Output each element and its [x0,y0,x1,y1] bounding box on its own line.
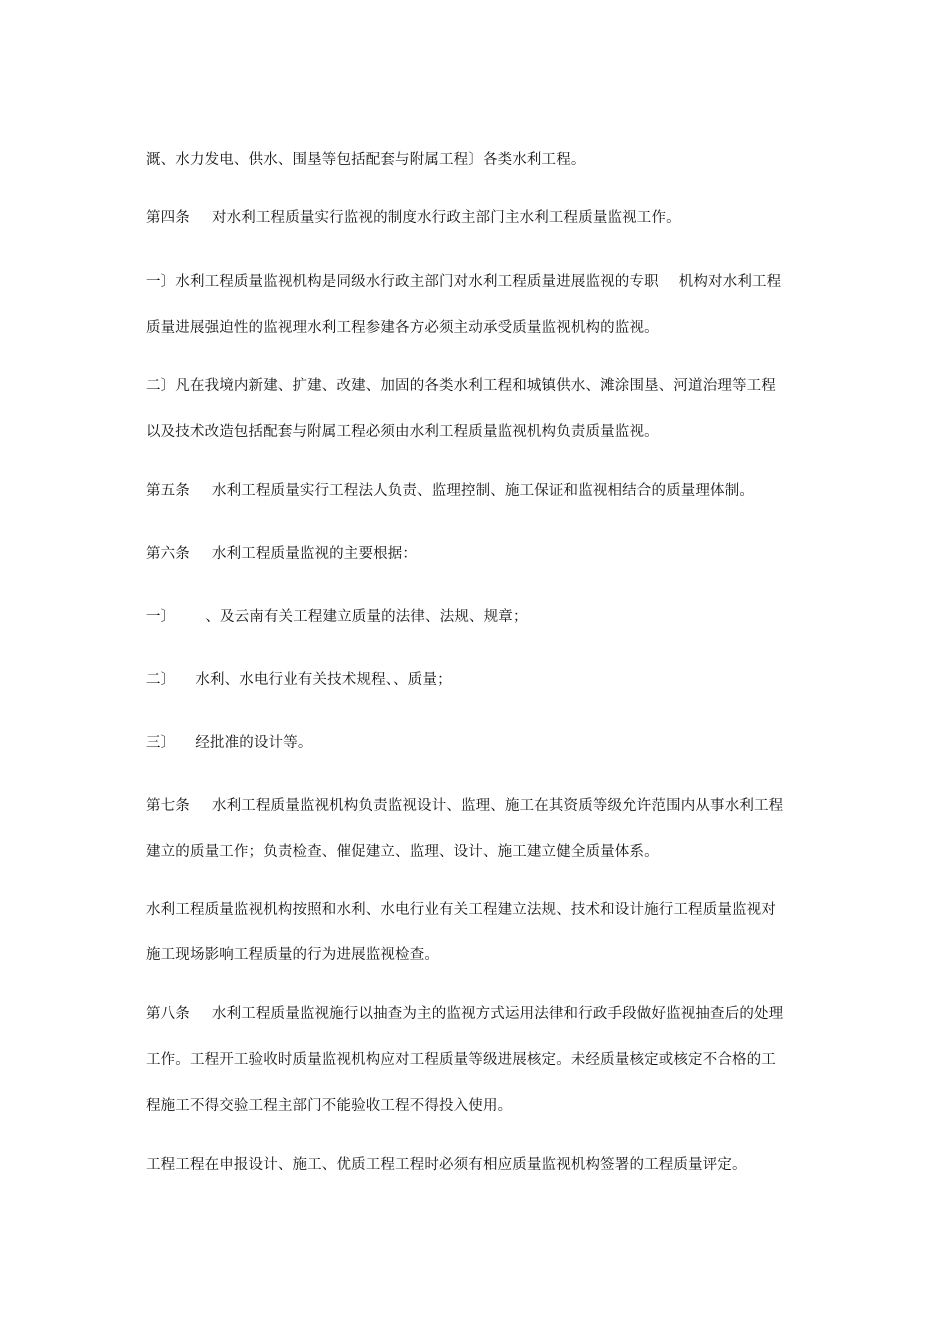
article-text: 水利工程质量监视的主要根据： [211,546,418,562]
clause-text: 经批准的设计等。 [195,735,313,751]
line-text: 二〕凡在我境内新建、扩建、改建、加固的各类水利工程和城镇供水、滩涂围垦、河道治理等工程 [146,378,776,394]
article-label: 第五条 [146,483,190,499]
text-line [146,900,776,920]
line-text: 水利工程质量监视机构按照和水利、水电行业有关工程建立法规、技术和设计施行工程质量监视对 [146,902,776,918]
line-text: 溉、水力发电、供水、围垦等包括配套与附属工程〕各类水利工程。 [146,152,586,168]
clause-number: 三〕 [146,735,176,751]
clause-text: 、及云南有关工程建立质量的法律、法规、规章； [205,609,528,625]
line-text: 工作。工程开工验收时质量监视机构应对工程质量等级进展核定。未经质量核定或核定不合格的工 [146,1052,776,1068]
text-line [146,1096,512,1116]
clause-4-1 [146,272,781,292]
clause-6-2 [146,670,452,690]
text-line [146,318,659,338]
clause-text: 一〕水利工程质量监视机构是同级水行政主部门对水利工程质量进展监视的专职 [146,274,659,290]
article-label: 第四条 [146,210,190,226]
article-label: 第七条 [146,798,190,814]
line-text: 以及技术改造包括配套与附属工程必须由水利工程质量监视机构负责质量监视。 [146,424,659,440]
clause-6-3 [146,733,313,753]
article-text: 水利工程质量实行工程法人负责、监理控制、施工保证和监视相结合的质量理体制。 [211,483,754,499]
line-text: 质量进展强迫性的监视理水利工程参建各方必须主动承受质量监视机构的监视。 [146,320,659,336]
text-line [146,945,439,965]
article-text: 对水利工程质量实行监视的制度水行政主部门主水利工程质量监视工作。 [211,210,681,226]
article-label: 第八条 [146,1006,190,1022]
clause-text-cont: 机构对水利工程 [678,274,782,290]
article-7 [146,796,783,816]
article-text: 水利工程质量监视施行以抽查为主的监视方式运用法律和行政手段做好监视抽查后的处理 [211,1006,784,1022]
line-text: 施工现场影响工程质量的行为进展监视检查。 [146,947,439,963]
clause-text: 水利、水电行业有关技术规程、、质量； [195,672,452,688]
article-label: 第六条 [146,546,190,562]
line-text: 程施工不得交验工程主部门不能验收工程不得投入使用。 [146,1098,513,1114]
article-8 [146,1004,783,1024]
article-4 [146,208,681,228]
text-line [146,150,586,170]
clause-4-2 [146,376,776,396]
text-line [146,422,659,442]
clause-6-1 [146,607,528,627]
text-line [146,1155,747,1175]
clause-number: 二〕 [146,672,176,688]
article-5 [146,481,754,501]
clause-number: 一〕 [146,609,176,625]
line-text: 工程工程在申报设计、施工、优质工程工程时必须有相应质量监视机构签署的工程质量评定。 [146,1157,747,1173]
text-line [146,1050,776,1070]
article-6 [146,544,417,564]
text-line [146,842,659,862]
line-text: 建立的质量工作；负责检查、催促建立、监理、设计、施工建立健全质量体系。 [146,844,659,860]
article-text: 水利工程质量监视机构负责监视设计、监理、施工在其资质等级允许范围内从事水利工程 [211,798,784,814]
